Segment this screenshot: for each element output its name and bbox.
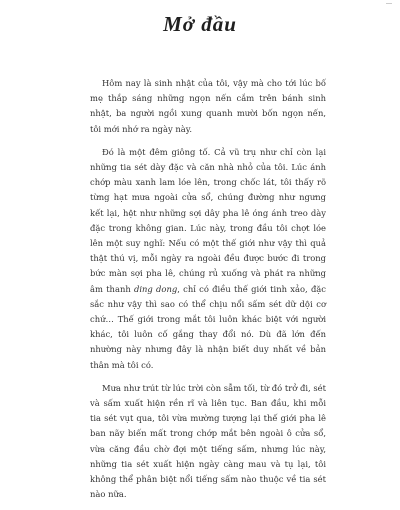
paragraph-storm-continued: , chỉ có điều thế giới tinh xảo, đặc sắc như vậy thì sao có thể chịu nổi sấm sét dữ dội cơ chứ… Thế giới trong mắt tôi luôn khác biệt với người khác, tôi luôn cố gắng thay đổi nó. Dù đã lớn đến nhường này nhưng đây là nhận biết duy nhất về bản thân mà tôi có.: [90, 283, 326, 370]
chapter-title: Mở đầu: [163, 12, 237, 36]
paragraph-spacer: [90, 373, 326, 381]
paragraph-rain: Mưa như trút từ lúc trời còn sẫm tối, từ đó trở đi, sét và sấm xuất hiện rền rĩ và liên tục. Ban đầu, khi mỗi tia sét vụt qua, tôi vừa mường tượng lại thế giới pha lê ban nãy biến mất trong chớp mắt bên ngoài ô cửa sổ, vừa căng đầu chờ đợi một tiếng sấm, nhưng lúc này, những tia sét xuất hiện ngày càng mau và tụ lại, tôi không thể phân biệt nổi tiếng sấm nào thuộc về tia sét nào nữa.: [90, 382, 326, 500]
chapter-body: [90, 76, 326, 510]
paragraph-storm: [90, 145, 326, 373]
paragraph-birthday: Hôm nay là sinh nhật của tôi, vậy mà cho tới lúc bố mẹ thắp sáng những ngọn nến cắm trên bánh sinh nhật, ba người ngồi xung quanh mười bốn ngọn nến, tôi mới nhớ ra ngày này.: [90, 78, 326, 134]
paragraph-storm-text: Đó là một đêm giông tố. Cả vũ trụ như chỉ còn lại những tia sét dày đặc và căn nhà nhỏ của tôi. Lúc ánh chớp màu xanh lam lóe lên, trong chốc lát, tôi thấy rõ từng hạt mưa ngoài cửa sổ, chúng đường như ngưng kết lại, hệt như những sợi dây pha lê óng ánh treo dày đặc trong không gian. Lúc này, trong đầu tôi chợt lóe lên một suy nghĩ: Nếu có một thế giới như vậy thì quả thật thú vị, mỗi ngày ra ngoài đều được bước đi trong bức màn sợi pha lê, chúng rủ xuống và phát ra những âm thanh: [90, 146, 326, 294]
page-corner-mark: [386, 0, 392, 4]
emphasis-ding-dong: ding dong: [134, 283, 178, 294]
